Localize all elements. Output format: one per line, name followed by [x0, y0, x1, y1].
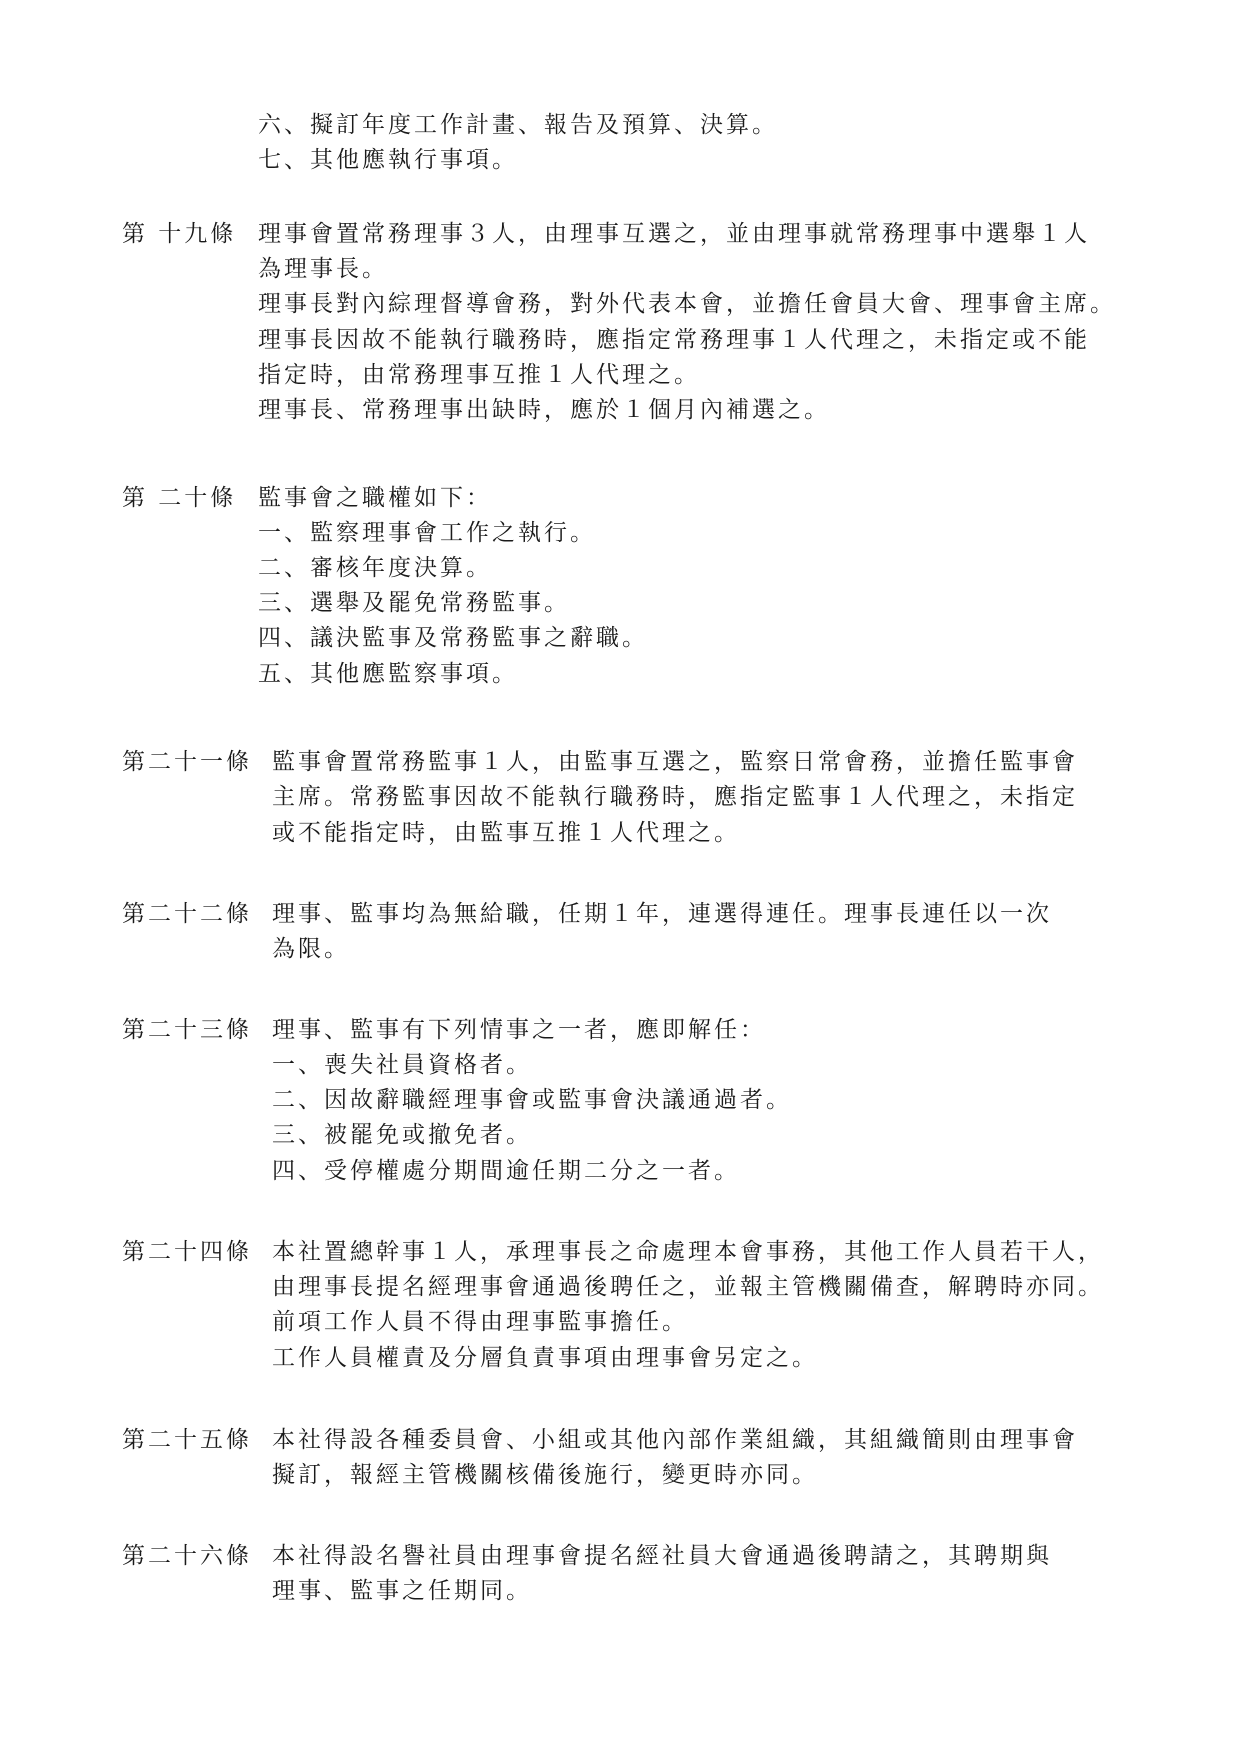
list-item: 二、審核年度決算。: [258, 555, 492, 581]
list-item: 四、議決監事及常務監事之辭職。: [258, 625, 648, 651]
article-label: 第二十四條: [122, 1239, 252, 1265]
article-text-line: 由理事長提名經理事會通過後聘任之，並報主管機關備查，解聘時亦同。: [272, 1274, 1104, 1300]
article-text-line: 監事會置常務監事１人，由監事互選之，監察日常會務，並擔任監事會: [272, 749, 1078, 775]
list-item: 二、因故辭職經理事會或監事會決議通過者。: [272, 1087, 792, 1113]
list-item: 三、選舉及罷免常務監事。: [258, 590, 570, 616]
article-label: 第二十二條: [122, 901, 252, 927]
article-text-line: 理事長、常務理事出缺時，應於１個月內補選之。: [258, 397, 830, 423]
article-text-line: 本社得設各種委員會、小組或其他內部作業組織，其組織簡則由理事會: [272, 1427, 1078, 1453]
list-item: 四、受停權處分期間逾任期二分之一者。: [272, 1158, 740, 1184]
article-text-line: 理事、監事均為無給職，任期１年，連選得連任。理事長連任以一次: [272, 901, 1052, 927]
article-text-line: 前項工作人員不得由理事監事擔任。: [272, 1309, 688, 1335]
article-text-line: 理事、監事之任期同。: [272, 1578, 532, 1604]
article-text-line: 監事會之職權如下：: [258, 485, 492, 511]
article-text-line: 工作人員權責及分層負責事項由理事會另定之。: [272, 1345, 818, 1371]
article-text-line: 為限。: [272, 936, 350, 962]
list-item: 一、喪失社員資格者。: [272, 1052, 532, 1078]
article-text-line: 本社置總幹事１人，承理事長之命處理本會事務，其他工作人員若干人，: [272, 1239, 1104, 1265]
list-item: 三、被罷免或撤免者。: [272, 1122, 532, 1148]
list-item: 五、其他應監察事項。: [258, 661, 518, 687]
article-text-line: 擬訂，報經主管機關核備後施行，變更時亦同。: [272, 1462, 818, 1488]
article-text-line: 理事長對內綜理督導會務，對外代表本會，並擔任會員大會、理事會主席。: [258, 291, 1116, 317]
article-label: 第二十六條: [122, 1543, 252, 1569]
article-text-line: 為理事長。: [258, 256, 388, 282]
list-item: 七、其他應執行事項。: [258, 147, 518, 173]
article-text-line: 本社得設名譽社員由理事會提名經社員大會通過後聘請之，其聘期與: [272, 1543, 1052, 1569]
list-item: 六、擬訂年度工作計畫、報告及預算、決算。: [258, 112, 778, 138]
article-label: 第二十五條: [122, 1427, 252, 1453]
article-text-line: 理事長因故不能執行職務時，應指定常務理事１人代理之，未指定或不能: [258, 327, 1090, 353]
article-label: 第二十一條: [122, 749, 252, 775]
list-item: 一、監察理事會工作之執行。: [258, 520, 596, 546]
article-text-line: 理事、監事有下列情事之一者，應即解任：: [272, 1017, 766, 1043]
article-label: 第二十三條: [122, 1017, 252, 1043]
article-label: 第 十九條: [122, 221, 237, 247]
article-label: 第 二十條: [122, 485, 237, 511]
article-text-line: 理事會置常務理事３人，由理事互選之，並由理事就常務理事中選舉１人: [258, 221, 1090, 247]
article-text-line: 或不能指定時，由監事互推１人代理之。: [272, 820, 740, 846]
article-text-line: 指定時，由常務理事互推１人代理之。: [258, 362, 700, 388]
article-text-line: 主席。常務監事因故不能執行職務時，應指定監事１人代理之，未指定: [272, 784, 1078, 810]
